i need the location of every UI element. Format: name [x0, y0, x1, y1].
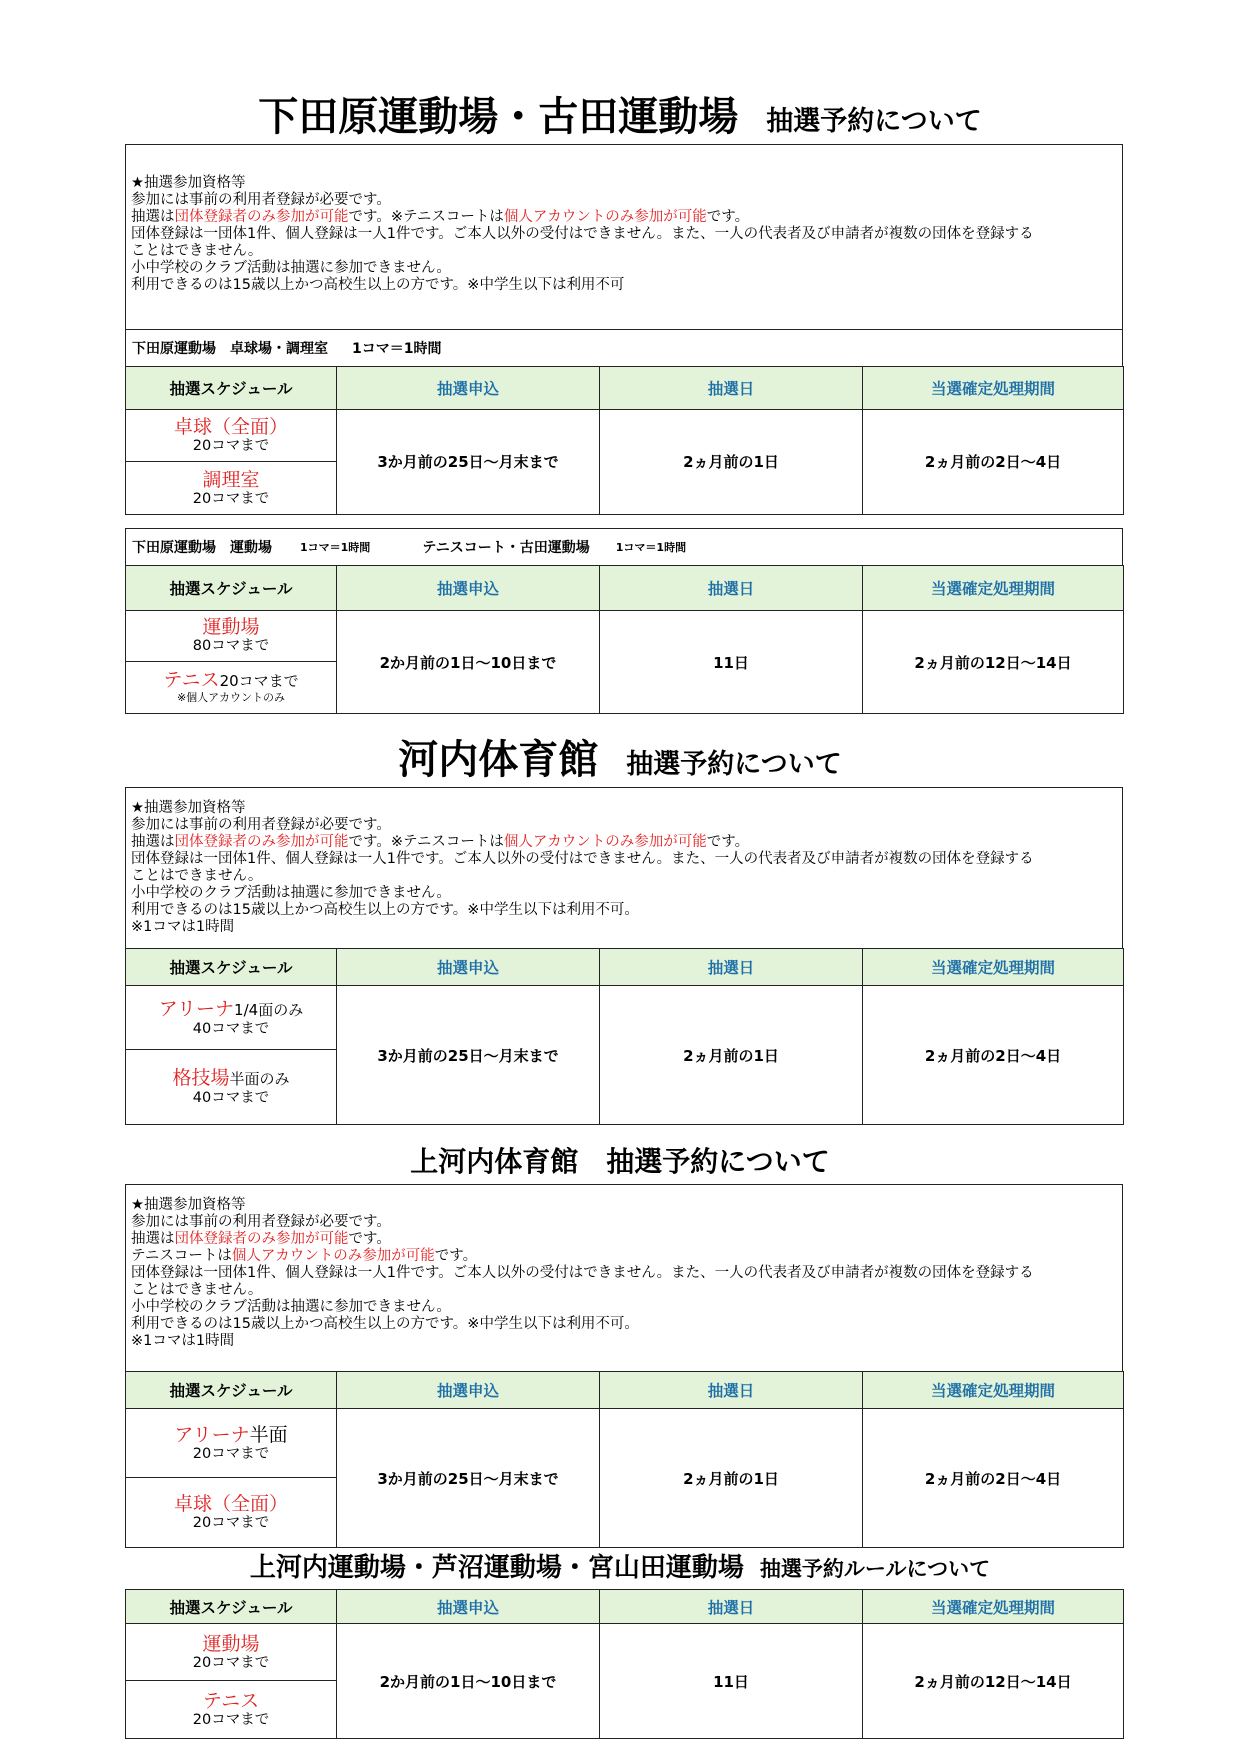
header-confirm: 当選確定処理期間	[863, 949, 1124, 986]
facility-suffix: 1/4面のみ	[234, 1000, 304, 1019]
section1-notes	[125, 144, 1123, 330]
header-draw: 抽選日	[600, 367, 863, 410]
facility-count: 20コマまで	[192, 1515, 270, 1531]
section2-title-sub: 抽選予約について	[626, 749, 842, 780]
facility-name: 調理室	[202, 468, 260, 491]
facility-name: 運動場	[202, 616, 260, 639]
facility-count: 20コマまで	[219, 672, 299, 691]
facility-cell	[126, 1681, 337, 1739]
notes-line: 団体登録は一団体1件、個人登録は一人1件です。ご本人以外の受付はできません。また、一人の代表者及び申請者が複数の団体を登録する	[131, 1265, 1034, 1281]
header-confirm: 当選確定処理期間	[863, 1590, 1124, 1624]
facility-count: 20コマまで	[192, 490, 270, 507]
draw-date: 11日	[600, 1624, 863, 1739]
facility-cell	[126, 986, 337, 1050]
section3-notes	[125, 1184, 1123, 1372]
schedule-table-2	[125, 565, 1124, 714]
facility-cell	[126, 661, 337, 713]
section4-title-sub: 抽選予約ルールについて	[759, 1557, 991, 1581]
facility-name: 運動場	[202, 1632, 260, 1655]
header-draw: 抽選日	[600, 1372, 863, 1409]
notes-line: 利用できるのは15歳以上かつ高校生以上の方です。※中学生以下は利用不可	[131, 277, 625, 293]
facility-count: 20コマまで	[192, 437, 270, 454]
header-draw: 抽選日	[600, 566, 863, 611]
confirm-period: 2ヵ月前の2日～4日	[863, 1409, 1124, 1548]
facility-cell	[126, 611, 337, 661]
apply-period: 3か月前の25日～月末まで	[337, 409, 600, 514]
header-confirm: 当選確定処理期間	[863, 367, 1124, 410]
notes-line: 利用できるのは15歳以上かつ高校生以上の方です。※中学生以下は利用不可。	[131, 902, 639, 918]
schedule-table-4	[125, 1371, 1124, 1548]
header-apply: 抽選申込	[337, 367, 600, 410]
notes-heading: ★抽選参加資格等	[131, 1197, 246, 1213]
facility-cell	[126, 462, 337, 515]
confirm-period: 2ヵ月前の2日～4日	[863, 986, 1124, 1125]
notes-line: 小中学校のクラブ活動は抽選に参加できません。	[131, 1299, 451, 1315]
facility-count: 40コマまで	[192, 1020, 270, 1037]
facility-count: 20コマまで	[192, 1445, 270, 1462]
facility-name: 卓球（全面）	[173, 1493, 288, 1515]
schedule-table-5	[125, 1589, 1124, 1739]
draw-date: 2ヵ月前の1日	[600, 409, 863, 514]
section2-title	[0, 735, 1240, 785]
section3-title-text: 上河内体育館 抽選予約について	[410, 1145, 830, 1178]
schedule-table-3	[125, 948, 1124, 1125]
header-apply: 抽選申込	[337, 1590, 600, 1624]
notes-line: 参加には事前の利用者登録が必要です。	[131, 192, 391, 208]
section1-title-main: 下田原運動場・古田運動場	[258, 94, 739, 140]
schedule-table-1	[125, 366, 1124, 515]
notes-line: 抽選は団体登録者のみ参加が可能です。	[131, 1231, 391, 1247]
facility-name: テニス	[202, 1690, 260, 1712]
notes-line: ※1コマは1時間	[131, 1333, 235, 1349]
header-apply: 抽選申込	[337, 1372, 600, 1409]
section4-title	[0, 1548, 1240, 1588]
header-schedule: 抽選スケジュール	[126, 949, 337, 986]
confirm-period: 2ヵ月前の2日～4日	[863, 409, 1124, 514]
notes-line: ことはできません。	[131, 243, 263, 259]
notes-line: 小中学校のクラブ活動は抽選に参加できません。	[131, 885, 451, 901]
facility-cell	[126, 1478, 337, 1548]
notes-line: 団体登録は一団体1件、個人登録は一人1件です。ご本人以外の受付はできません。また、一人の代表者及び申請者が複数の団体を登録する	[131, 226, 1034, 242]
header-schedule: 抽選スケジュール	[126, 1590, 337, 1624]
apply-period: 3か月前の25日～月末まで	[337, 986, 600, 1125]
apply-period: 3か月前の25日～月末まで	[337, 1409, 600, 1548]
header-confirm: 当選確定処理期間	[863, 1372, 1124, 1409]
draw-date: 2ヵ月前の1日	[600, 986, 863, 1125]
facility-cell	[126, 1409, 337, 1478]
facility-name: 卓球（全面）	[173, 415, 288, 438]
notes-line: ※1コマは1時間	[131, 919, 235, 935]
facility-suffix: 半面のみ	[229, 1070, 290, 1088]
facility-name: アリーナ	[174, 1423, 250, 1446]
notes-line: 団体登録は一団体1件、個人登録は一人1件です。ご本人以外の受付はできません。また、一人の代表者及び申請者が複数の団体を登録する	[131, 851, 1034, 867]
apply-period: 2か月前の1日～10日まで	[337, 1624, 600, 1739]
notes-line: 利用できるのは15歳以上かつ高校生以上の方です。※中学生以下は利用不可。	[131, 1316, 639, 1332]
facility-name: テニス	[163, 669, 220, 692]
section2-notes	[125, 787, 1123, 949]
header-apply: 抽選申込	[337, 949, 600, 986]
confirm-period: 2ヵ月前の12日～14日	[863, 1624, 1124, 1739]
facility-name: アリーナ	[158, 997, 235, 1020]
header-apply: 抽選申込	[337, 566, 600, 611]
notes-line: 抽選は団体登録者のみ参加が可能です。※テニスコートは個人アカウントのみ参加が可能です。	[131, 209, 750, 225]
facility-count: 40コマまで	[192, 1090, 270, 1106]
table1-label: 下田原運動場 卓球場・調理室 1コマ＝1時間	[125, 329, 1123, 367]
notes-heading: ★抽選参加資格等	[131, 175, 246, 191]
header-draw: 抽選日	[600, 949, 863, 986]
notes-line: 参加には事前の利用者登録が必要です。	[131, 1214, 391, 1230]
notes-line: 参加には事前の利用者登録が必要です。	[131, 817, 391, 833]
draw-date: 2ヵ月前の1日	[600, 1409, 863, 1548]
notes-line: 小中学校のクラブ活動は抽選に参加できません。	[131, 260, 451, 276]
facility-cell	[126, 1624, 337, 1681]
facility-note: ※個人アカウントのみ	[176, 691, 286, 705]
apply-period: 2か月前の1日～10日まで	[337, 611, 600, 714]
table2-label: 下田原運動場 運動場 1コマ＝1時間 テニスコート・古田運動場 1コマ＝1時間	[125, 528, 1123, 566]
section4-title-main: 上河内運動場・芦沼運動場・宮山田運動場	[249, 1553, 744, 1583]
notes-line: テニスコートは個人アカウントのみ参加が可能です。	[131, 1248, 478, 1264]
notes-heading: ★抽選参加資格等	[131, 800, 246, 816]
section2-title-main: 河内体育館	[398, 737, 599, 783]
facility-name: 格技場	[172, 1067, 230, 1089]
facility-cell	[126, 409, 337, 462]
notes-line: 抽選は団体登録者のみ参加が可能です。※テニスコートは個人アカウントのみ参加が可能です。	[131, 834, 750, 850]
header-schedule: 抽選スケジュール	[126, 367, 337, 410]
confirm-period: 2ヵ月前の12日～14日	[863, 611, 1124, 714]
header-schedule: 抽選スケジュール	[126, 566, 337, 611]
header-schedule: 抽選スケジュール	[126, 1372, 337, 1409]
facility-suffix: 半面	[249, 1423, 288, 1446]
notes-line: ことはできません。	[131, 868, 263, 884]
section3-title	[0, 1142, 1240, 1182]
draw-date: 11日	[600, 611, 863, 714]
facility-count: 80コマまで	[192, 638, 270, 655]
notes-line: ことはできません。	[131, 1282, 263, 1298]
section1-title-sub: 抽選予約について	[766, 106, 982, 137]
facility-count: 20コマまで	[192, 1712, 270, 1728]
facility-cell	[126, 1050, 337, 1125]
header-confirm: 当選確定処理期間	[863, 566, 1124, 611]
facility-count: 20コマまで	[192, 1654, 270, 1671]
section1-title	[0, 92, 1240, 142]
header-draw: 抽選日	[600, 1590, 863, 1624]
